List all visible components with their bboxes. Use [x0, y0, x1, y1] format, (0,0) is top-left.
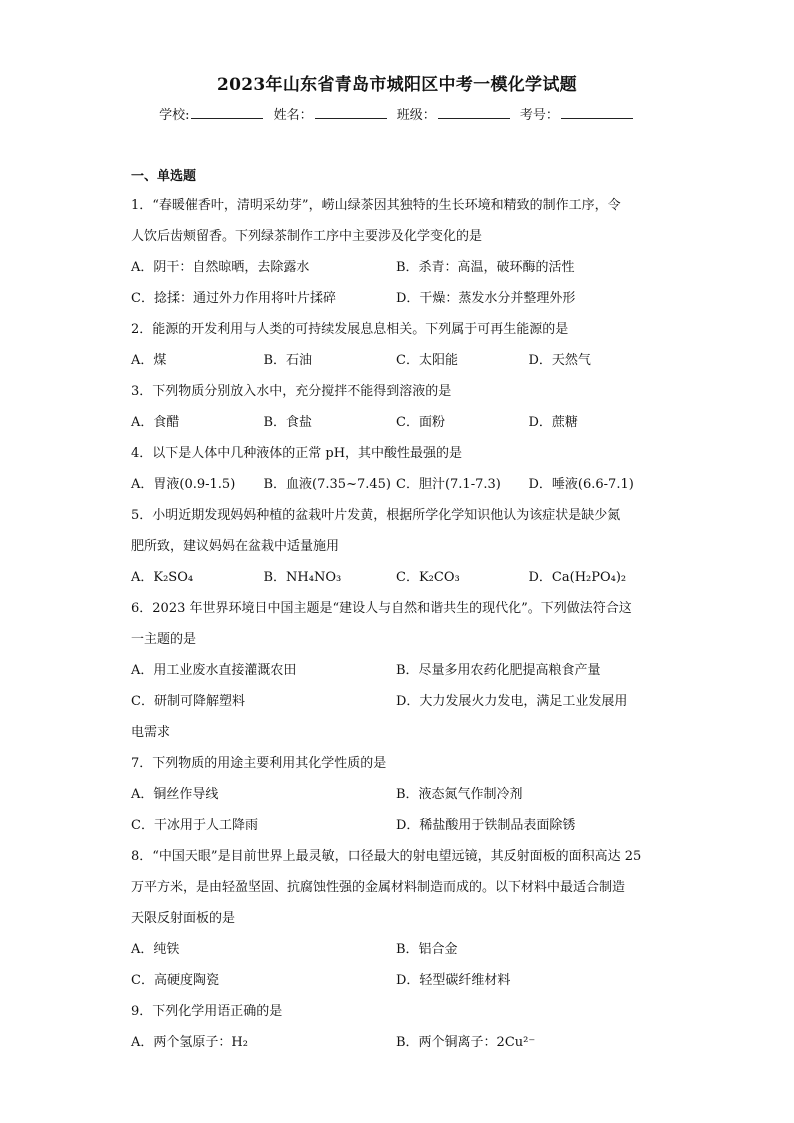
question-stem-line: 9．下列化学用语正确的是	[131, 1004, 283, 1019]
question-stem-line: 万平方米，是由轻盈坚固、抗腐蚀性强的金属材料制造而成的。以下材料中最适合制造	[131, 880, 626, 895]
option-b[interactable]: B．石油	[263, 353, 313, 368]
option-d[interactable]: D．轻型碳纤维材料	[396, 973, 511, 988]
name-blank[interactable]	[315, 106, 387, 119]
question-9	[131, 996, 661, 1058]
name-label: 姓名：	[273, 108, 313, 123]
option-d[interactable]: D．大力发展火力发电，满足工业发展用	[396, 694, 628, 709]
question-list	[131, 166, 661, 1058]
school-label: 学校:	[159, 108, 190, 123]
option-c[interactable]: C．面粉	[396, 415, 445, 430]
question-5	[131, 500, 661, 593]
exam-number-blank[interactable]	[561, 106, 633, 119]
question-stem-line: 5．小明近期发现妈妈种植的盆栽叶片发黄，根据所学化学知识他认为该症状是缺少氮	[131, 508, 621, 523]
question-stem-line: 7．下列物质的用途主要利用其化学性质的是	[131, 756, 387, 771]
question-8	[131, 841, 661, 996]
question-stem-line: 一主题的是	[131, 632, 197, 647]
question-3	[131, 376, 661, 438]
option-a[interactable]: A．胃液(0.9-1.5)	[131, 477, 236, 492]
option-c[interactable]: C．干冰用于人工降雨	[131, 818, 258, 833]
question-stem-line: 1．“春暖催香叶，清明采幼芽”，崂山绿茶因其独特的生长环境和精致的制作工序，令	[131, 198, 621, 213]
option-a[interactable]: A．两个氢原子：H₂	[131, 1035, 248, 1050]
question-stem-line: 肥所致，建议妈妈在盆栽中适量施用	[131, 539, 340, 554]
option-b[interactable]: B．两个铜离子：2Cu²⁻	[396, 1035, 536, 1050]
option-a[interactable]: A．食醋	[131, 415, 180, 430]
question-2	[131, 314, 661, 376]
option-c[interactable]: C．胆汁(7.1-7.3)	[396, 477, 501, 492]
option-a[interactable]: A．阴干：自然晾晒，去除露水	[131, 260, 310, 275]
question-stem-line: 2．能源的开发利用与人类的可持续发展息息相关。下列属于可再生能源的是	[131, 322, 569, 337]
question-stem-line: 天限反射面板的是	[131, 911, 236, 926]
option-d[interactable]: D．天然气	[528, 353, 591, 368]
option-b[interactable]: B．尽量多用农药化肥提高粮食产量	[396, 663, 601, 678]
question-stem-line: 4．以下是人体中几种液体的正常 pH，其中酸性最强的是	[131, 446, 463, 461]
option-c[interactable]: C．捻揉：通过外力作用将叶片揉碎	[131, 291, 336, 306]
option-a[interactable]: A．铜丝作导线	[131, 787, 219, 802]
page-title: 2023年山东省青岛市城阳区中考一模化学试题	[217, 75, 577, 95]
option-c[interactable]: C．K₂CO₃	[396, 570, 460, 585]
question-stem-line: 6．2023 年世界环境日中国主题是“建设人与自然和谐共生的现代化”。下列做法符合这	[131, 601, 632, 616]
question-stem-line: 人饮后齿颊留香。下列绿茶制作工序中主要涉及化学变化的是	[131, 229, 483, 244]
question-1	[131, 190, 661, 314]
option-d[interactable]: D．蔗糖	[528, 415, 578, 430]
question-7	[131, 748, 661, 841]
school-blank[interactable]	[191, 106, 263, 119]
question-4	[131, 438, 661, 500]
option-a[interactable]: A．煤	[131, 353, 167, 368]
exam-number-label: 考号：	[519, 108, 559, 123]
option-d[interactable]: D．干燥：蒸发水分并整理外形	[396, 291, 576, 306]
question-stem-line: 8．“中国天眼”是目前世界上最灵敏，口径最大的射电望远镜，其反射面板的面积高达 25	[131, 849, 642, 864]
section-title: 一、单选题	[131, 169, 197, 184]
option-b[interactable]: B．液态氮气作制冷剂	[396, 787, 523, 802]
option-b[interactable]: B．NH₄NO₃	[263, 570, 342, 585]
option-c[interactable]: C．高硬度陶瓷	[131, 973, 219, 988]
option-d[interactable]: D．Ca(H₂PO₄)₂	[528, 570, 627, 585]
option-b[interactable]: B．铝合金	[396, 942, 458, 957]
option-b[interactable]: B．食盐	[263, 415, 313, 430]
option-b[interactable]: B．杀青：高温，破环酶的活性	[396, 260, 575, 275]
student-info-line	[0, 104, 794, 123]
class-label: 班级：	[396, 108, 436, 123]
option-b[interactable]: B．血液(7.35~7.45)	[263, 477, 391, 492]
option-a[interactable]: A．纯铁	[131, 942, 180, 957]
option-a[interactable]: A．用工业废水直接灌溉农田	[131, 663, 297, 678]
option-d-continuation: 电需求	[131, 725, 171, 740]
option-d[interactable]: D．稀盐酸用于铁制品表面除锈	[396, 818, 576, 833]
option-c[interactable]: C．太阳能	[396, 353, 458, 368]
class-blank[interactable]	[438, 106, 510, 119]
question-6	[131, 593, 661, 748]
option-c[interactable]: C．研制可降解塑料	[131, 694, 245, 709]
question-stem-line: 3．下列物质分别放入水中，充分搅拌不能得到溶液的是	[131, 384, 452, 399]
option-a[interactable]: A．K₂SO₄	[131, 570, 194, 585]
option-d[interactable]: D．唾液(6.6-7.1)	[528, 477, 634, 492]
